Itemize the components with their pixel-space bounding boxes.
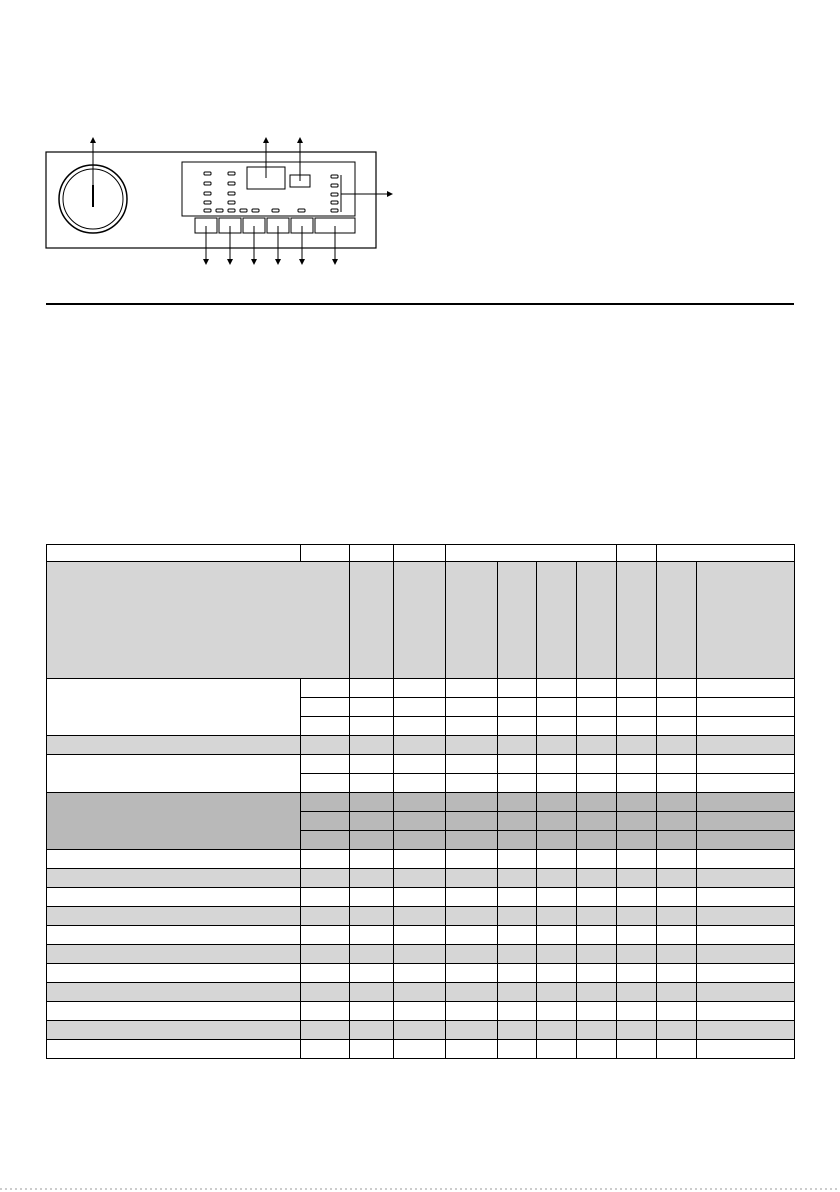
table-cell xyxy=(697,926,795,945)
table-cell xyxy=(498,698,537,717)
table-cell xyxy=(657,717,697,736)
table-cell xyxy=(657,907,697,926)
table-cell xyxy=(394,698,446,717)
table-cell xyxy=(577,755,617,774)
subheader-cell xyxy=(537,562,577,679)
table-row xyxy=(47,755,795,774)
table-cell xyxy=(617,1002,657,1021)
table-cell xyxy=(446,983,498,1002)
table-cell xyxy=(577,774,617,793)
row-label xyxy=(47,736,301,755)
table-row xyxy=(47,1002,795,1021)
table-cell xyxy=(350,755,394,774)
table-cell xyxy=(446,907,498,926)
subheader-cell xyxy=(350,562,394,679)
table-cell xyxy=(394,888,446,907)
table-cell xyxy=(577,698,617,717)
table-cell xyxy=(657,850,697,869)
table-cell xyxy=(446,812,498,831)
table-cell xyxy=(301,679,350,698)
table-row xyxy=(47,907,795,926)
header-cell xyxy=(446,545,617,562)
row-label xyxy=(47,926,301,945)
header-cell xyxy=(394,545,446,562)
table-cell xyxy=(446,964,498,983)
table-cell xyxy=(657,1002,697,1021)
table-cell xyxy=(697,1021,795,1040)
table-cell xyxy=(350,964,394,983)
table-cell xyxy=(657,679,697,698)
table-row xyxy=(47,888,795,907)
table-cell xyxy=(446,888,498,907)
table-cell xyxy=(394,869,446,888)
table-cell xyxy=(301,888,350,907)
table-cell xyxy=(577,793,617,812)
table-cell xyxy=(350,774,394,793)
table-subheader-row xyxy=(47,562,795,679)
table-cell xyxy=(446,1040,498,1059)
row-label xyxy=(47,793,301,850)
row-label xyxy=(47,850,301,869)
header-cell xyxy=(617,545,657,562)
table-cell xyxy=(537,755,577,774)
table-cell xyxy=(350,907,394,926)
table-cell xyxy=(617,850,657,869)
table-cell xyxy=(537,679,577,698)
table-cell xyxy=(394,736,446,755)
table-cell xyxy=(350,1002,394,1021)
table-cell xyxy=(350,869,394,888)
table-cell xyxy=(498,945,537,964)
table-cell xyxy=(577,1040,617,1059)
table-cell xyxy=(577,679,617,698)
table-cell xyxy=(394,774,446,793)
table-cell xyxy=(446,679,498,698)
table-cell xyxy=(394,983,446,1002)
row-label xyxy=(47,869,301,888)
table-cell xyxy=(301,812,350,831)
row-label xyxy=(47,1040,301,1059)
row-label xyxy=(47,1021,301,1040)
table-cell xyxy=(577,850,617,869)
table-row xyxy=(47,869,795,888)
table-cell xyxy=(537,888,577,907)
row-label xyxy=(47,907,301,926)
table-cell xyxy=(301,907,350,926)
table-cell xyxy=(350,679,394,698)
table-cell xyxy=(394,755,446,774)
table-cell xyxy=(697,869,795,888)
table-cell xyxy=(657,831,697,850)
table-cell xyxy=(498,888,537,907)
table-cell xyxy=(577,983,617,1002)
table-cell xyxy=(577,964,617,983)
table-cell xyxy=(394,907,446,926)
table-cell xyxy=(697,831,795,850)
subheader-cell xyxy=(657,562,697,679)
table-cell xyxy=(577,907,617,926)
table-cell xyxy=(537,869,577,888)
table-cell xyxy=(537,926,577,945)
table-cell xyxy=(657,983,697,1002)
subheader-cell xyxy=(498,562,537,679)
table-cell xyxy=(498,717,537,736)
table-cell xyxy=(498,736,537,755)
table-row xyxy=(47,679,795,698)
table-cell xyxy=(301,831,350,850)
table-cell xyxy=(394,964,446,983)
table-cell xyxy=(697,907,795,926)
table-cell xyxy=(498,1021,537,1040)
table-cell xyxy=(697,888,795,907)
table-cell xyxy=(446,850,498,869)
table-cell xyxy=(446,736,498,755)
subheader-cell xyxy=(394,562,446,679)
table-cell xyxy=(498,926,537,945)
table-cell xyxy=(657,1040,697,1059)
table-cell xyxy=(301,717,350,736)
table-cell xyxy=(498,774,537,793)
table-cell xyxy=(697,736,795,755)
table-cell xyxy=(350,831,394,850)
row-label xyxy=(47,755,301,793)
row-label xyxy=(47,888,301,907)
table-cell xyxy=(617,774,657,793)
table-cell xyxy=(301,736,350,755)
table-cell xyxy=(498,983,537,1002)
table-row xyxy=(47,793,795,812)
row-label xyxy=(47,983,301,1002)
table-cell xyxy=(394,850,446,869)
header-cell xyxy=(301,545,350,562)
table-cell xyxy=(394,812,446,831)
callout-lines xyxy=(93,140,390,262)
table-cell xyxy=(394,926,446,945)
table-cell xyxy=(498,869,537,888)
table-cell xyxy=(498,679,537,698)
table-cell xyxy=(617,793,657,812)
table-cell xyxy=(498,1040,537,1059)
table-cell xyxy=(301,1040,350,1059)
table-cell xyxy=(394,1021,446,1040)
table-cell xyxy=(446,774,498,793)
subheader-cell xyxy=(697,562,795,679)
table-cell xyxy=(301,698,350,717)
table-cell xyxy=(498,831,537,850)
table-row xyxy=(47,850,795,869)
table-cell xyxy=(446,1002,498,1021)
table-cell xyxy=(657,812,697,831)
table-cell xyxy=(394,831,446,850)
table-cell xyxy=(446,869,498,888)
table-cell xyxy=(301,755,350,774)
table-cell xyxy=(657,793,697,812)
button-row xyxy=(195,218,355,233)
table-row xyxy=(47,736,795,755)
table-cell xyxy=(657,774,697,793)
table-cell xyxy=(537,945,577,964)
table-cell xyxy=(697,945,795,964)
table-cell xyxy=(301,793,350,812)
table-cell xyxy=(617,755,657,774)
table-cell xyxy=(577,812,617,831)
table-cell xyxy=(446,1021,498,1040)
table-cell xyxy=(537,698,577,717)
table-cell xyxy=(350,793,394,812)
table-cell xyxy=(537,736,577,755)
subheader-cell xyxy=(617,562,657,679)
subheader-cell xyxy=(446,562,498,679)
table-row xyxy=(47,926,795,945)
table-cell xyxy=(697,774,795,793)
table-cell xyxy=(577,831,617,850)
table-cell xyxy=(537,812,577,831)
control-panel-diagram xyxy=(0,0,840,300)
table-cell xyxy=(697,755,795,774)
table-row xyxy=(47,1040,795,1059)
table-header-row xyxy=(47,545,795,562)
table-cell xyxy=(301,774,350,793)
table-cell xyxy=(446,945,498,964)
table-cell xyxy=(350,850,394,869)
table-cell xyxy=(577,926,617,945)
table-cell xyxy=(697,793,795,812)
header-cell xyxy=(657,545,795,562)
table-row xyxy=(47,983,795,1002)
row-label xyxy=(47,945,301,964)
table-cell xyxy=(350,717,394,736)
table-row xyxy=(47,1021,795,1040)
table-cell xyxy=(394,679,446,698)
table-cell xyxy=(350,1021,394,1040)
table-cell xyxy=(537,1021,577,1040)
table-cell xyxy=(350,945,394,964)
table-cell xyxy=(577,945,617,964)
table-cell xyxy=(537,964,577,983)
table-cell xyxy=(446,926,498,945)
table-cell xyxy=(617,1021,657,1040)
table-cell xyxy=(617,812,657,831)
table-cell xyxy=(537,793,577,812)
table-cell xyxy=(537,907,577,926)
table-cell xyxy=(617,926,657,945)
table-cell xyxy=(301,926,350,945)
table-cell xyxy=(537,831,577,850)
table-cell xyxy=(697,717,795,736)
row-label xyxy=(47,964,301,983)
table-cell xyxy=(301,1002,350,1021)
display-panel xyxy=(182,162,355,216)
subheader-cell xyxy=(577,562,617,679)
table-cell xyxy=(617,1040,657,1059)
table-cell xyxy=(617,679,657,698)
table-cell xyxy=(697,698,795,717)
table-cell xyxy=(697,1002,795,1021)
table-cell xyxy=(657,698,697,717)
table-cell xyxy=(697,964,795,983)
table-cell xyxy=(394,1002,446,1021)
table-cell xyxy=(657,755,697,774)
table-cell xyxy=(446,793,498,812)
table-cell xyxy=(577,717,617,736)
table-cell xyxy=(577,1002,617,1021)
table-cell xyxy=(617,888,657,907)
table-cell xyxy=(301,850,350,869)
table-cell xyxy=(657,1021,697,1040)
table-cell xyxy=(498,793,537,812)
table-cell xyxy=(498,1002,537,1021)
table-cell xyxy=(577,1021,617,1040)
table-cell xyxy=(350,736,394,755)
table-cell xyxy=(350,888,394,907)
table-cell xyxy=(394,793,446,812)
table-cell xyxy=(537,1002,577,1021)
table-cell xyxy=(577,736,617,755)
table-cell xyxy=(537,774,577,793)
table-cell xyxy=(301,964,350,983)
table-cell xyxy=(697,679,795,698)
table-cell xyxy=(657,888,697,907)
table-cell xyxy=(577,869,617,888)
table-cell xyxy=(617,964,657,983)
table-cell xyxy=(394,717,446,736)
table-cell xyxy=(498,850,537,869)
table-cell xyxy=(617,869,657,888)
table-cell xyxy=(537,717,577,736)
table-cell xyxy=(617,983,657,1002)
table-cell xyxy=(537,1040,577,1059)
table-cell xyxy=(617,698,657,717)
row-label xyxy=(47,679,301,736)
table-cell xyxy=(617,736,657,755)
table-cell xyxy=(350,698,394,717)
table-cell xyxy=(394,1040,446,1059)
table-cell xyxy=(350,926,394,945)
table-cell xyxy=(617,945,657,964)
table-cell xyxy=(617,717,657,736)
row-label xyxy=(47,1002,301,1021)
table-cell xyxy=(617,831,657,850)
bottom-dotted-edge xyxy=(0,1186,840,1192)
table-cell xyxy=(350,812,394,831)
table-cell xyxy=(657,926,697,945)
table-cell xyxy=(657,964,697,983)
header-cell xyxy=(47,545,301,562)
table-cell xyxy=(498,964,537,983)
table-cell xyxy=(697,1040,795,1059)
table-cell xyxy=(537,983,577,1002)
table-cell xyxy=(301,869,350,888)
header-cell xyxy=(350,545,394,562)
table-cell xyxy=(446,717,498,736)
table-cell xyxy=(498,812,537,831)
table-cell xyxy=(657,945,697,964)
table-cell xyxy=(301,945,350,964)
table-cell xyxy=(446,755,498,774)
table-cell xyxy=(537,850,577,869)
table-cell xyxy=(697,850,795,869)
table-cell xyxy=(657,736,697,755)
table-cell xyxy=(577,888,617,907)
table-cell xyxy=(657,869,697,888)
table-row xyxy=(47,964,795,983)
table-cell xyxy=(697,983,795,1002)
table-cell xyxy=(617,907,657,926)
table-cell xyxy=(697,812,795,831)
table-cell xyxy=(394,945,446,964)
table-cell xyxy=(301,983,350,1002)
table-cell xyxy=(446,831,498,850)
subheader-cell xyxy=(47,562,350,679)
table-cell xyxy=(446,698,498,717)
table-cell xyxy=(301,1021,350,1040)
table-cell xyxy=(350,983,394,1002)
table-cell xyxy=(498,907,537,926)
table-cell xyxy=(498,755,537,774)
table-cell xyxy=(350,1040,394,1059)
table-row xyxy=(47,945,795,964)
program-table xyxy=(46,544,795,1059)
section-divider xyxy=(46,303,794,305)
